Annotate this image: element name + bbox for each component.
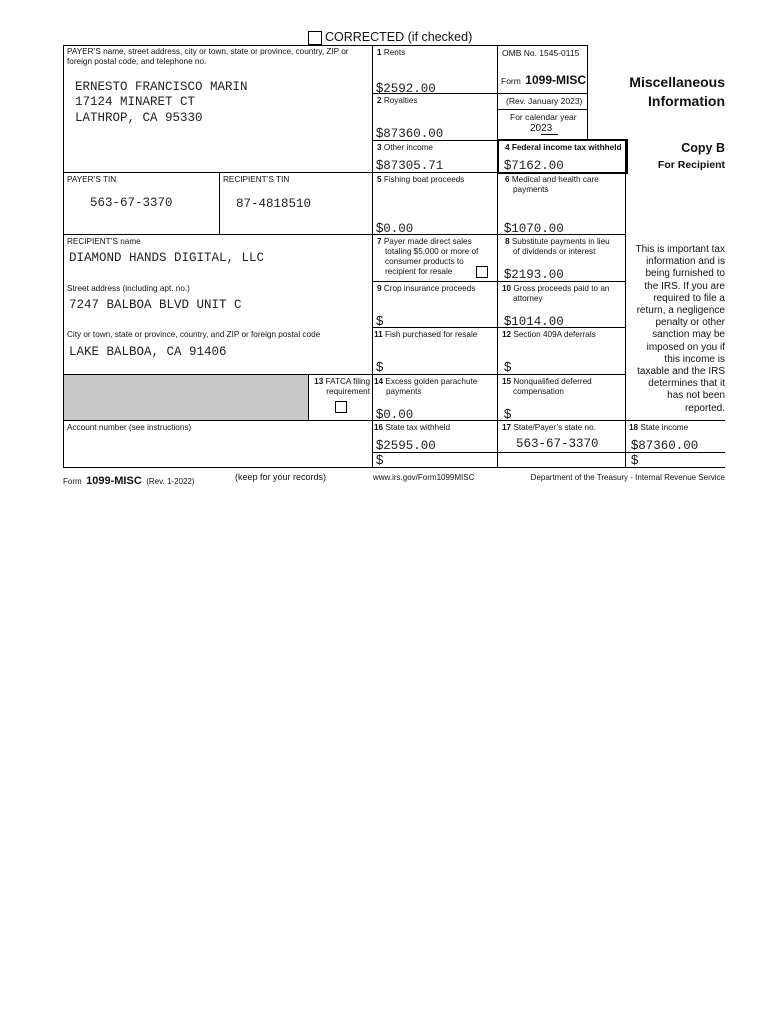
footer-form-id: Form 1099-MISC (Rev. 1-2022) (63, 475, 195, 487)
calendar-year: 2023 (530, 123, 558, 134)
box18-label: 18 State income (629, 423, 689, 432)
payer-city: LATHROP, CA 95330 (75, 111, 203, 125)
recipient-street: 7247 BALBOA BLVD UNIT C (69, 298, 242, 312)
box7-label: 7 Payer made direct sales totaling $5,000 or more of consumer products to recipient for resale (377, 237, 479, 276)
box16-amount: $2595.00 (376, 437, 436, 453)
box5-amount: $0.00 (376, 220, 414, 236)
recipient-tin-label: RECIPIENT’S TIN (223, 175, 290, 184)
calendar-year-label: For calendar year (510, 112, 577, 122)
form-title: Miscellaneous Information (629, 74, 725, 109)
box9-amount: $ (376, 313, 384, 328)
box6-label: 6 Medical and health care payments (505, 175, 599, 194)
box10-amount: $1014.00 (504, 313, 564, 329)
box17-label: 17 State/Payer’s state no. (502, 423, 596, 432)
box12-amount: $ (504, 359, 512, 374)
box3-label: 3 Other income (377, 143, 433, 152)
payer-name: ERNESTO FRANCISCO MARIN (75, 80, 248, 94)
payer-tin-label: PAYER’S TIN (67, 175, 117, 184)
box17-value: 563-67-3370 (516, 437, 599, 451)
box4-label: 4 Federal income tax withheld (505, 143, 622, 152)
fatca-checkbox[interactable] (335, 401, 347, 413)
omb-number: OMB No. 1545-0115 (502, 48, 580, 58)
box15-label: 15 Nonqualified deferred compensation (502, 377, 592, 396)
box14-amount: $0.00 (376, 406, 414, 422)
recipient-tin-value: 87-4818510 (236, 197, 312, 211)
box8-label: 8 Substitute payments in lieu of dividends or interest (505, 237, 610, 256)
box6-amount: $1070.00 (504, 220, 564, 236)
corrected-label: CORRECTED (if checked) (325, 30, 473, 44)
shaded-area (64, 375, 308, 420)
payer-tin-value: 563-67-3370 (90, 196, 173, 210)
box11-amount: $ (376, 359, 384, 374)
footer-keep: (keep for your records) (235, 472, 327, 482)
recipient-city-label: City or town, state or province, country, and ZIP or foreign postal code (67, 330, 321, 339)
box16-amount-2: $ (376, 452, 384, 467)
box4-amount: $7162.00 (504, 157, 564, 173)
form-id: Form 1099-MISC (501, 73, 586, 87)
box1-label: 1 Rents (377, 48, 406, 57)
recipient-name: DIAMOND HANDS DIGITAL, LLC (69, 251, 265, 265)
box11-label: 11 Fish purchased for resale (374, 330, 478, 339)
payer-street: 17124 MINARET CT (75, 95, 196, 109)
recipient-city: LAKE BALBOA, CA 91406 (69, 345, 227, 359)
box16-label: 16 State tax withheld (374, 423, 451, 432)
box2-amount: $87360.00 (376, 125, 444, 141)
footer-department: Department of the Treasury - Internal Revenue Service (530, 473, 725, 482)
box5-label: 5 Fishing boat proceeds (377, 175, 465, 184)
payer-label: PAYER’S name, street address, city or town, state or province, country, ZIP or foreign postal code, and telephone no. (67, 47, 349, 66)
box15-amount: $ (504, 406, 512, 421)
corrected-checkbox[interactable] (308, 31, 322, 45)
side-notice: This is important tax information and is being furnished to the IRS. If you are required to file a return, a negligence penalty or other sanction may be imposed on you if this income is taxable and the IRS determines that it has not been reported. (635, 244, 725, 414)
box10-label: 10 Gross proceeds paid to an attorney (502, 284, 610, 303)
copy-b-title: Copy B (681, 141, 725, 155)
account-label: Account number (see instructions) (67, 423, 192, 432)
footer-url[interactable]: www.irs.gov/Form1099MISC (373, 473, 475, 482)
box9-label: 9 Crop insurance proceeds (377, 284, 476, 293)
box1-amount: $2592.00 (376, 80, 436, 96)
box12-label: 12 Section 409A deferrals (502, 330, 596, 339)
copy-b-subtitle: For Recipient (657, 159, 725, 171)
box18-amount: $87360.00 (631, 437, 699, 453)
box3-amount: $87305.71 (376, 157, 444, 173)
box14-label: 14 Excess golden parachute payments (374, 377, 478, 396)
box13-label: 13 FATCA filing requirement (314, 377, 370, 396)
recipient-street-label: Street address (including apt. no.) (67, 284, 190, 293)
box2-label: 2 Royalties (377, 96, 418, 105)
recipient-name-label: RECIPIENT’S name (67, 237, 141, 246)
box8-amount: $2193.00 (504, 266, 564, 282)
box18-amount-2: $ (631, 452, 639, 467)
box7-checkbox[interactable] (476, 266, 488, 278)
form-revision: (Rev. January 2023) (506, 96, 583, 106)
